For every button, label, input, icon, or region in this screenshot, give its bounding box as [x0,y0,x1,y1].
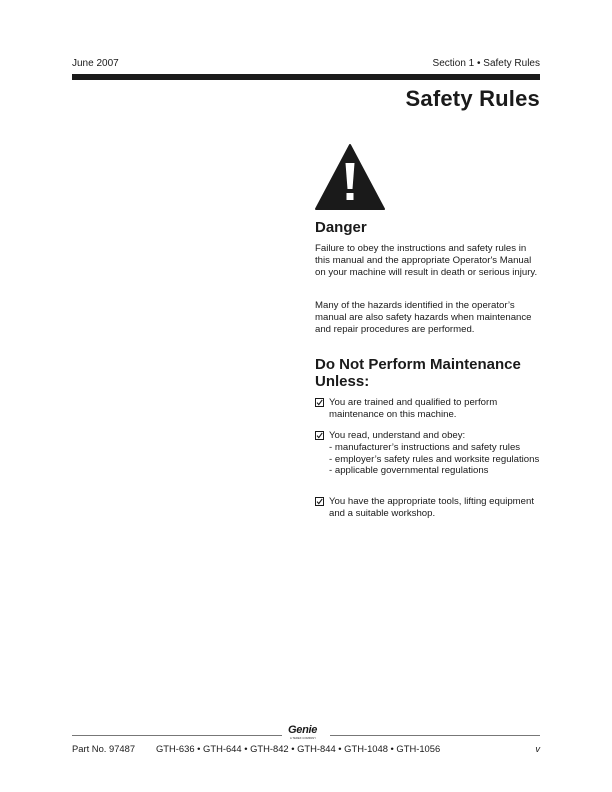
part-number: Part No. 97487 [72,743,136,754]
model-list: GTH-636 • GTH-644 • GTH-842 • GTH-844 • GTH-1048 • GTH-1056 [156,743,441,754]
list-item-text: You are trained and qualified to perform maintenance on this machine. [329,397,498,420]
hazards-paragraph: Many of the hazards identified in the operator’s manual are also safety hazards when maintenance and repair procedures are performed. [315,300,532,335]
sub-item: - employer’s safety rules and worksite regulations [329,453,540,465]
genie-logo: Genie A TEREX COMPANY [288,724,318,740]
footer-rule-left [72,735,282,736]
footer-rule-right [330,735,540,736]
page-number: v [535,743,540,754]
sub-item: - applicable governmental regulations [329,465,489,477]
list-item-text: You have the appropriate tools, lifting equipment and a suitable workshop. [329,496,534,519]
danger-paragraph: Failure to obey the instructions and safety rules in this manual and the appropriate Operator's Manual on your machine will result in death or serious injury. [315,243,538,278]
header-section: Section 1 • Safety Rules [432,58,540,69]
header-rule [72,74,540,80]
danger-heading: Danger [315,219,367,236]
maintenance-heading: Do Not Perform Maintenance Unless: [315,356,521,390]
checked-box-icon [315,497,324,506]
checked-box-icon [315,431,324,440]
checked-box-icon [315,398,324,407]
header-date: June 2007 [72,58,119,69]
warning-triangle-icon [314,143,386,211]
page-title: Safety Rules [405,86,540,111]
list-item-text: You read, understand and obey: [329,430,466,441]
sub-item: - manufacturer’s instructions and safety rules [329,441,521,453]
